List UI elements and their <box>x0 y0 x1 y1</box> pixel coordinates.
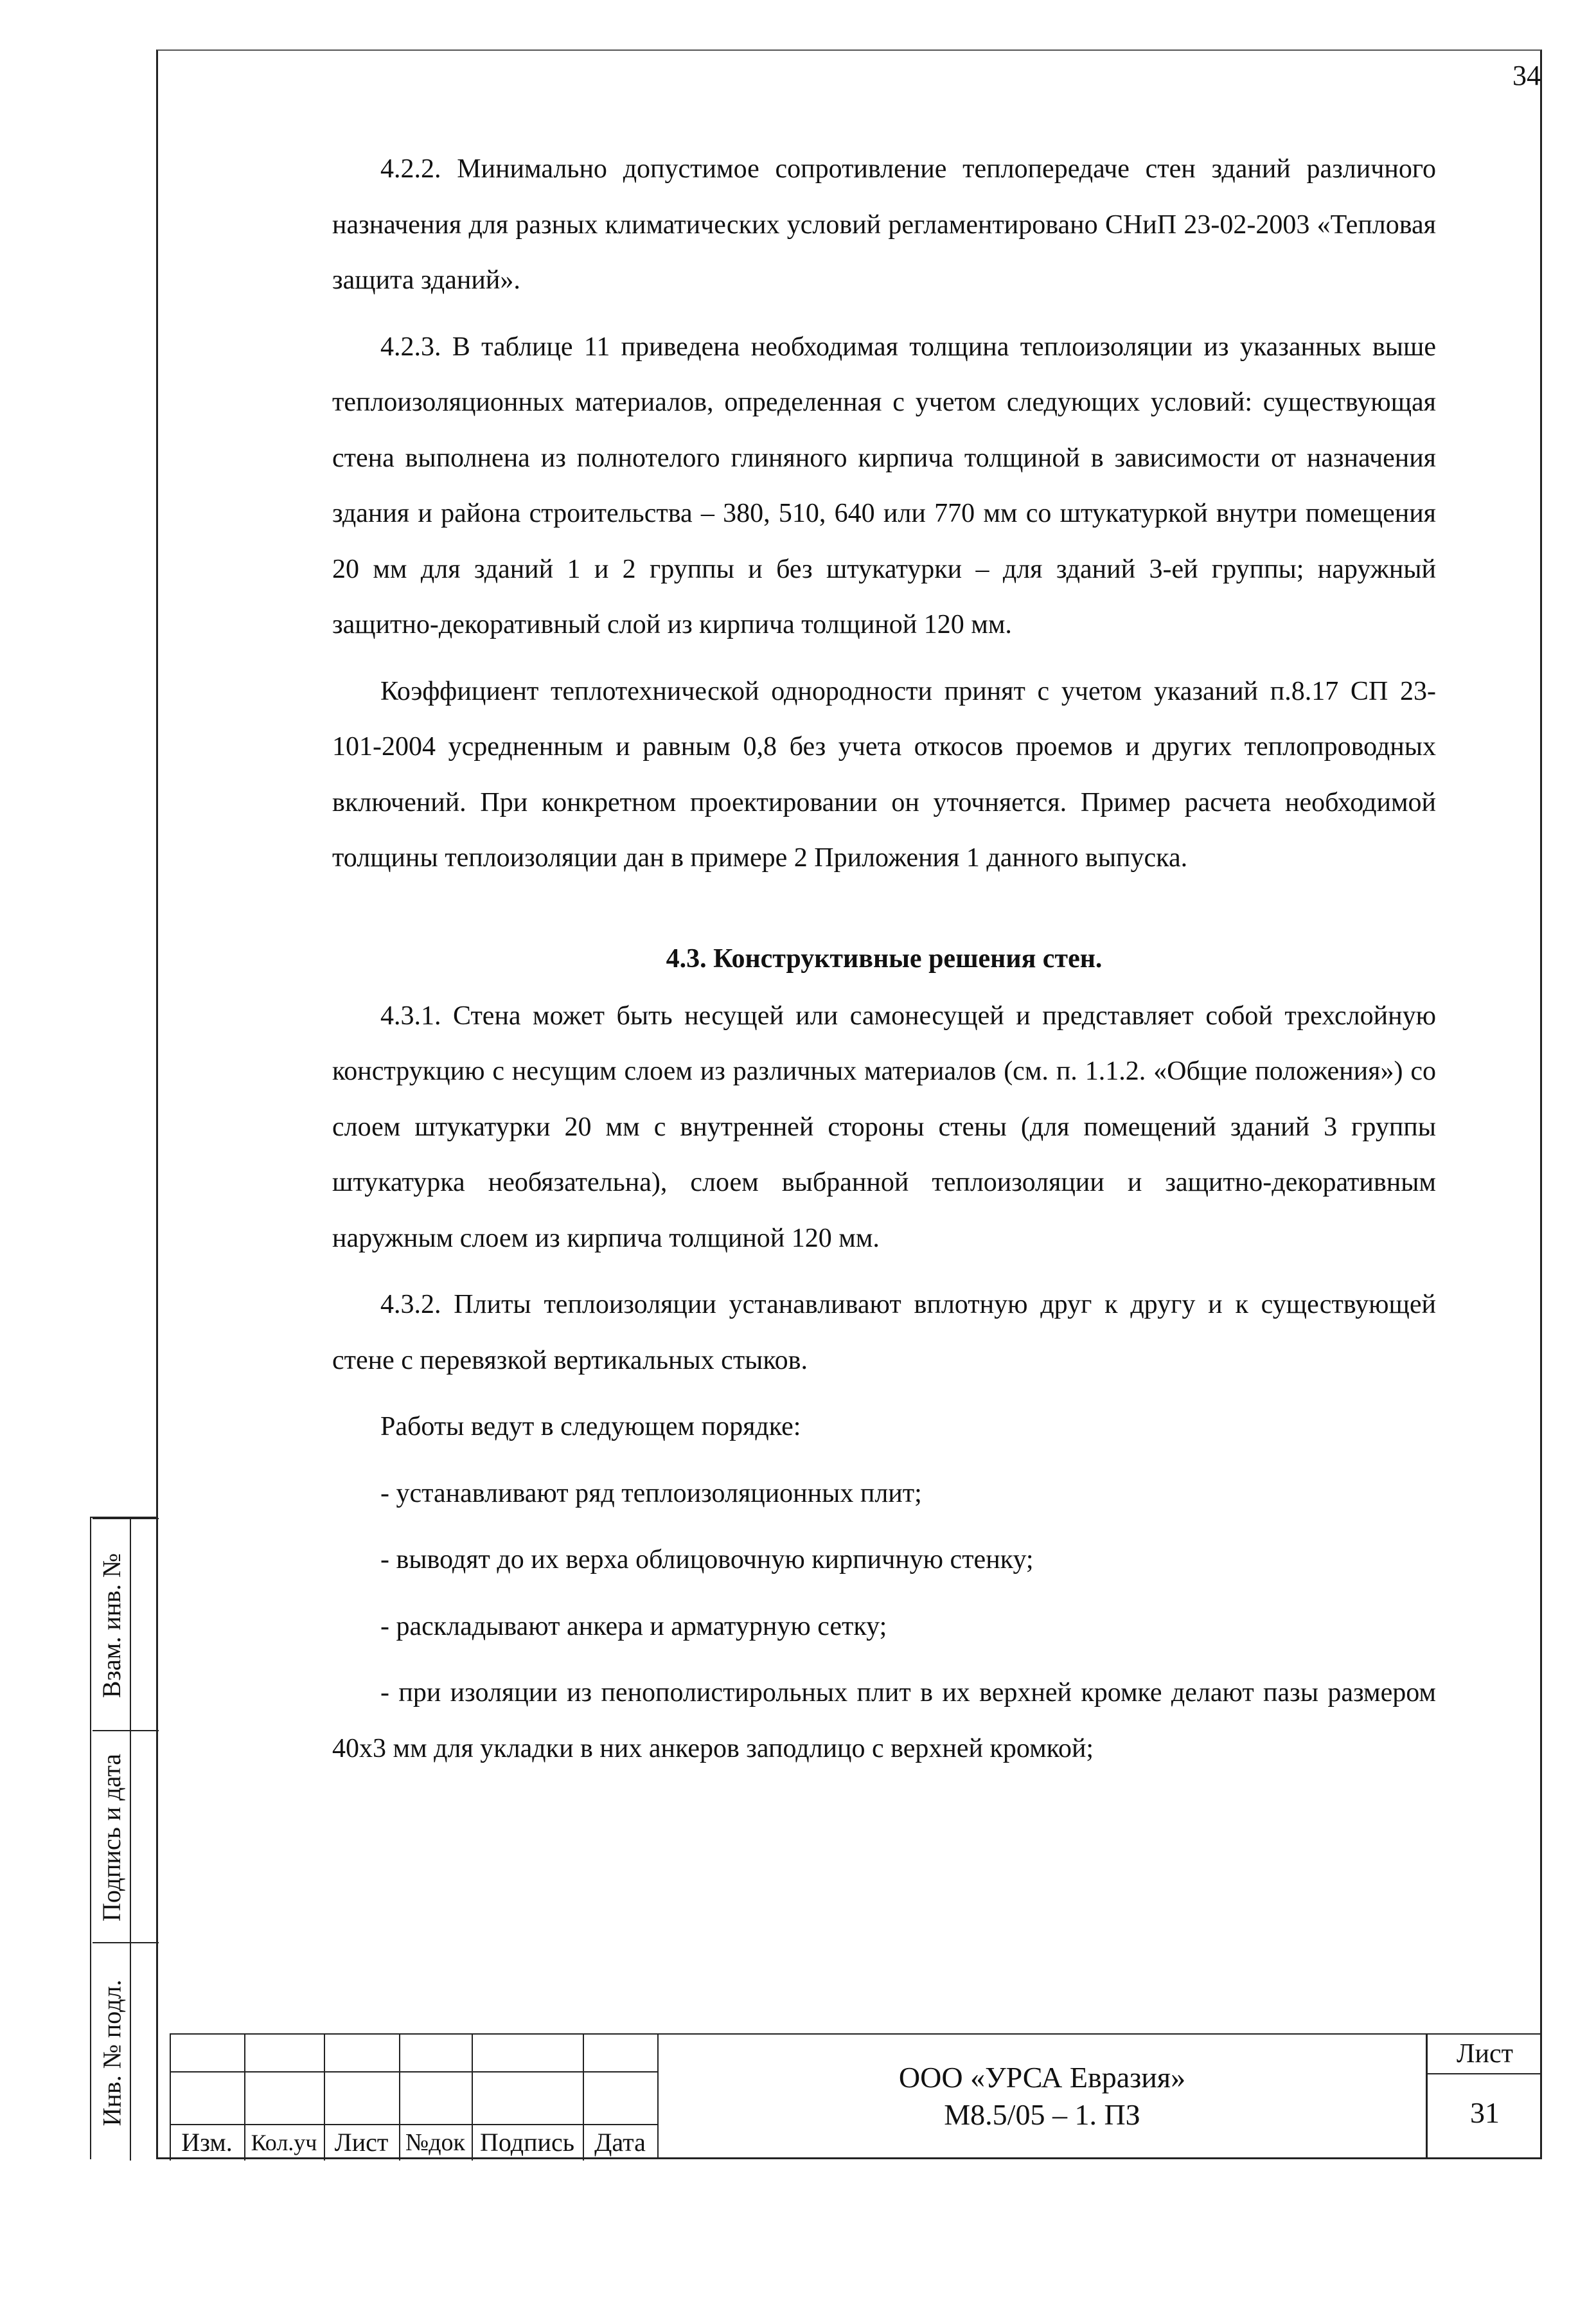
paragraph-coefficient: Коэффициент теплотехнической однородности принят с учетом указаний п.8.17 СП 23-101-2004 усредненным и равным 0,8 без учета откосов проемов и других теплопроводных включений. При конкретном проектировании он уточняется. Пример расчета необходимой толщины теплоизоляции дан в примере 2 Приложения 1 данного выпуска. <box>332 676 1436 873</box>
col-data: Дата <box>594 2128 646 2157</box>
list-item-step-1: - устанавливают ряд теплоизоляционных плит; <box>380 1478 922 1508</box>
title-block-sheet <box>1426 2033 1542 2159</box>
side-stamp <box>90 1517 156 2159</box>
section-heading-4-3: 4.3. Конструктивные решения стен. <box>666 943 1103 974</box>
side-label-podpis: Подпись и дата <box>97 1753 127 1921</box>
col-koluch: Кол.уч <box>251 2129 317 2155</box>
paragraph-4-2-3: 4.2.3. В таблице 11 приведена необходимая толщина теплоизоляции из указанных выше теплоизоляционных материалов, определенная с учетом следующих условий: существующая стена выполнена из полнотелого глиняного кирпича толщиной в зависимости от назначения здания и района строительства – 380, 510, 640 или 770 мм со штукатуркой внутри помещения 20 мм для зданий 1 и 2 группы и без штукатурки – для зданий 3-ей группы; наружный защитно-декоративный слой из кирпича толщиной 120 мм. <box>332 332 1436 639</box>
list-item-step-4: - при изоляции из пенополистирольных плит в их верхней кромке делают пазы размером 40х3 мм для укладки в них анкеров заподлицо с верхней кромкой; <box>332 1678 1436 1763</box>
paragraph-4-3-1: 4.3.1. Стена может быть несущей или самонесущей и представляет собой трехслойную конструкцию с несущим слоем из различных материалов (см. п. 1.1.2. «Общие положения») со слоем штукатурки 20 мм с внутренней стороны стены (для помещений зданий 3 группы штукатурка необязательна), слоем выбранной теплоизоляции и защитно-декоративным наружным слоем из кирпича толщиной 120 мм. <box>332 1001 1436 1253</box>
list-item-step-2: - выводят до их верха облицовочную кирпичную стенку; <box>380 1545 1034 1574</box>
title-block-designation <box>657 2033 1426 2159</box>
col-izm: Изм. <box>181 2128 233 2157</box>
paragraph-4-3-2: 4.3.2. Плиты теплоизоляции устанавливают вплотную друг к другу и к существующей стене с перевязкой вертикальных стыков. <box>332 1290 1436 1375</box>
side-cell-podpis <box>93 1730 159 1942</box>
side-cell-vzam <box>93 1518 159 1730</box>
sheet-number: 31 <box>1470 2096 1500 2129</box>
side-stamp-inner <box>97 1518 157 2161</box>
title-block <box>170 2033 1542 2159</box>
col-ndok: №док <box>405 2128 466 2156</box>
col-podpis: Подпись <box>480 2128 574 2157</box>
col-list: Лист <box>334 2128 389 2157</box>
sheet-label: Лист <box>1428 2035 1542 2074</box>
title-block-revisions <box>170 2033 657 2159</box>
organization-name: ООО «УРСА Евразия» <box>898 2061 1186 2094</box>
document-code: М8.5/05 – 1. ПЗ <box>944 2098 1140 2131</box>
side-label-vzam: Взам. инв. № <box>97 1553 127 1698</box>
paragraph-work-order: Работы ведут в следующем порядке: <box>380 1412 801 1441</box>
document-body <box>332 141 1436 1776</box>
list-item-step-3: - раскладывают анкера и арматурную сетку; <box>380 1611 887 1641</box>
paragraph-4-2-2: 4.2.2. Минимально допустимое сопротивление теплопередаче стен зданий различного назначения для разных климатических условий регламентировано СНиП 23-02-2003 «Тепловая защита зданий». <box>332 154 1436 295</box>
side-label-inv: Инв. № подл. <box>97 1979 127 2126</box>
page-number-top: 34 <box>1512 60 1541 91</box>
side-cell-inv <box>93 1942 159 2161</box>
